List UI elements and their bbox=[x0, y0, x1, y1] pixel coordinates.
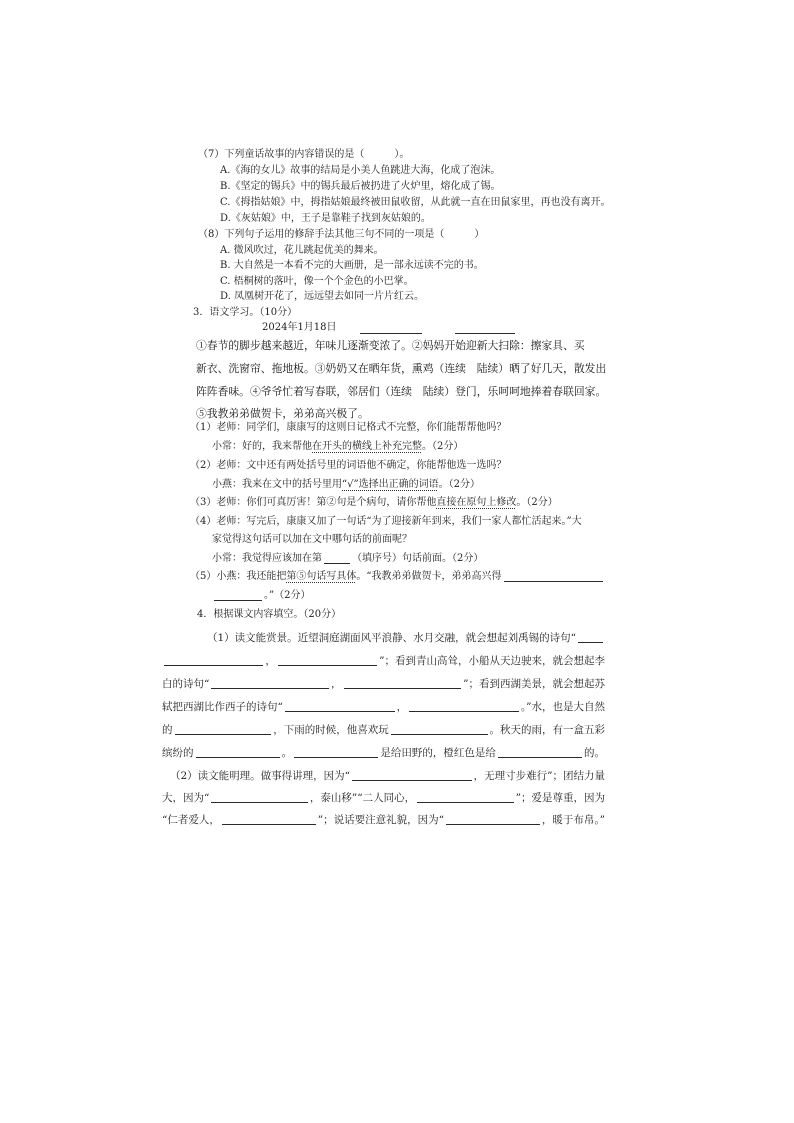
fill-text: （2）读文能明理。做事得讲理，因为“ bbox=[170, 770, 351, 782]
fill-text: 。”水，也是大自然 bbox=[520, 701, 605, 713]
answer-blank bbox=[222, 813, 316, 825]
section-3-heading: 3．语文学习。（10分） bbox=[193, 307, 298, 318]
fill-text: （1）读文能赏景。近望洞庭湖面风平浪静、水月交融，就会想起刘禹锡的诗句“ bbox=[207, 632, 577, 644]
q7-option-d: D.《灰姑娘》中，王子是靠鞋子找到灰姑娘的。 bbox=[220, 213, 431, 224]
fill-text: ，下雨的时候，他喜欢玩 bbox=[273, 724, 389, 736]
answer-blank bbox=[285, 700, 395, 712]
answer-blank bbox=[504, 570, 604, 582]
diary-line-1: ①春节的脚步越来越近，年味儿逐渐变浓了。②妈妈开始迎新大扫除：擦家具、买 bbox=[196, 339, 585, 352]
answer-blank bbox=[391, 723, 488, 735]
fill-line-7 bbox=[170, 768, 605, 784]
fill-text: ”；看到青山高耸，小船从天边驶来，就会想起李 bbox=[379, 655, 605, 667]
q7-option-c: C.《拇指姑娘》中，拇指姑娘最终被田鼠收留，从此就一直在田鼠家里，再也没有离开。 bbox=[220, 197, 611, 208]
fill-line-9 bbox=[162, 812, 605, 828]
task-2-reply bbox=[212, 478, 480, 492]
fill-text: 轼把西湖比作西子的诗句“ bbox=[162, 701, 283, 713]
fill-text: 。秋天的雨，有一盒五彩 bbox=[489, 724, 605, 736]
task-1-reply bbox=[212, 440, 463, 454]
fill-line-8 bbox=[162, 790, 605, 806]
answer-blank bbox=[164, 654, 263, 666]
task-4-question-line-2: 家觉得这句话可以加在文中哪句话的前面呢？ bbox=[212, 534, 412, 545]
fill-text: 是给田野的，橙红色是给 bbox=[380, 747, 496, 759]
answer-blank bbox=[498, 746, 582, 758]
answer-blank bbox=[196, 746, 280, 758]
fill-text: “仁者爱人， bbox=[162, 814, 220, 826]
answer-blank bbox=[409, 700, 519, 712]
answer-blank bbox=[214, 589, 262, 601]
fill-text: 的 bbox=[162, 724, 173, 736]
weekday-blank bbox=[360, 333, 422, 334]
fill-line-2 bbox=[162, 653, 605, 669]
answer-blank bbox=[446, 813, 540, 825]
fill-text: 白的诗句“ bbox=[162, 678, 210, 690]
q7-option-b: B.《坚定的锡兵》中的锡兵最后被扔进了火炉里，熔化成了锡。 bbox=[220, 181, 501, 192]
answer-blank bbox=[417, 791, 514, 803]
task-2-reply-post: 。（2分） bbox=[438, 479, 480, 490]
fill-text: ”；看到西湖美景，就会想起苏 bbox=[463, 678, 605, 690]
q8-option-d: D. 凤凰树开花了，远远望去如同一片片红云。 bbox=[220, 291, 425, 302]
answer-blank bbox=[344, 677, 462, 689]
task-5-tail: 。”（2分） bbox=[264, 590, 311, 601]
q8-option-a: A. 微风吹过，花儿跳起优美的舞来。 bbox=[220, 245, 384, 256]
weather-blank bbox=[455, 333, 515, 334]
task-5-pre: （5）小燕：我还能把 bbox=[190, 571, 287, 582]
task-5-line-1 bbox=[190, 569, 605, 585]
fill-line-6 bbox=[162, 745, 605, 761]
task-5-line-2 bbox=[212, 588, 310, 604]
diary-line-2: 新衣、洗窗帘、拖地板。③奶奶又在晒年货，熏鸡（连续 陆续）晒了好几天，散发出 bbox=[196, 362, 607, 375]
q8-stem: （8）下列句子运用的修辞手法其他三句不同的一项是（ ） bbox=[198, 229, 485, 240]
task-3-emphasis: 直接在原句上修改 bbox=[436, 497, 517, 508]
answer-blank bbox=[278, 654, 377, 666]
fill-text: ， bbox=[265, 655, 276, 667]
task-1-question: （1）老师：同学们，康康写的这则日记格式不完整，你们能帮帮他吗？ bbox=[190, 422, 507, 433]
task-1-reply-pre: 小常：好的，我来帮他 bbox=[212, 441, 312, 452]
diary-line-3: 阵阵香味。④爷爷忙着写春联，邻居们（连续 陆续）登门，乐呵呵地捧着春联回家。 bbox=[196, 385, 607, 398]
task-4-reply-pre: 小常：我觉得应该加在第 bbox=[212, 553, 322, 564]
answer-blank bbox=[324, 552, 350, 564]
task-3-post: 。（2分） bbox=[516, 497, 558, 508]
fill-text: ”；爱是尊重，因为 bbox=[515, 792, 605, 804]
q8-option-c: C. 梧桐树的落叶，像一个个金色的小巴掌。 bbox=[220, 276, 414, 287]
fill-text: ，泰山移”“二人同心， bbox=[309, 792, 416, 804]
section-4-heading: 4．根据课文内容填空。（20分） bbox=[197, 609, 342, 620]
task-4-reply-post: （填序号）句话前面。（2分） bbox=[352, 553, 484, 564]
task-5-mid: 。“我教弟弟做贺卡，弟弟高兴得 bbox=[356, 571, 502, 582]
fill-text: 大，因为“ bbox=[162, 792, 210, 804]
task-1-reply-post: 。（2分） bbox=[422, 441, 464, 452]
task-2-reply-pre: 小燕：我来在文中的括号里用 bbox=[212, 479, 342, 490]
fill-line-3 bbox=[162, 676, 605, 692]
q7-option-a: A.《海的女儿》故事的结局是小美人鱼跳进大海，化成了泡沫。 bbox=[220, 165, 501, 176]
answer-blank bbox=[211, 791, 308, 803]
fill-text: 。 bbox=[281, 747, 293, 759]
task-4-question-line-1: （4）老师：写完后，康康又加了一句话“为了迎接新年到来，我们一家人都忙活起来。”大 bbox=[190, 516, 582, 527]
fill-text: ，暖于布帛。” bbox=[541, 814, 605, 826]
fill-line-5 bbox=[162, 722, 605, 738]
fill-text: ， bbox=[331, 678, 342, 690]
diary-line-4: ⑤我教弟弟做贺卡，弟弟高兴极了。 bbox=[196, 407, 369, 420]
answer-blank bbox=[578, 631, 603, 643]
fill-text: ， bbox=[396, 701, 408, 713]
answer-blank bbox=[294, 746, 378, 758]
fill-text: 的。 bbox=[584, 747, 606, 759]
task-5-emphasis: 第⑤句话写具体 bbox=[286, 571, 357, 582]
fill-line-4 bbox=[162, 699, 605, 715]
answer-blank bbox=[175, 723, 272, 735]
fill-text: ”；说话要注意礼貌，因为“ bbox=[317, 814, 444, 826]
q8-option-b: B. 大自然是一本看不完的大画册，是一部永远读不完的书。 bbox=[220, 260, 484, 271]
task-1-reply-emphasis: 在开头的横线上补充完整 bbox=[312, 441, 422, 452]
task-3-pre: （3）老师：你们可真厉害！第②句是个病句，请你帮他 bbox=[190, 497, 437, 508]
diary-date: 2024年1月18日 bbox=[262, 322, 337, 333]
task-3-question bbox=[190, 496, 558, 510]
answer-blank bbox=[352, 769, 472, 781]
fill-text: ，无理寸步难行”；团结力量 bbox=[473, 770, 605, 782]
answer-blank bbox=[211, 677, 329, 689]
q7-stem: （7）下列童话故事的内容错误的是（ ）。 bbox=[198, 149, 410, 160]
task-2-reply-emphasis: “√”选择出正确的词语 bbox=[342, 479, 439, 490]
task-4-reply bbox=[212, 552, 483, 566]
task-2-question: （2）老师：文中还有两处括号里的词语他不确定，你能帮他选一选吗？ bbox=[190, 460, 507, 471]
fill-line-1 bbox=[207, 630, 605, 646]
fill-text: 缤纷的 bbox=[162, 747, 194, 759]
